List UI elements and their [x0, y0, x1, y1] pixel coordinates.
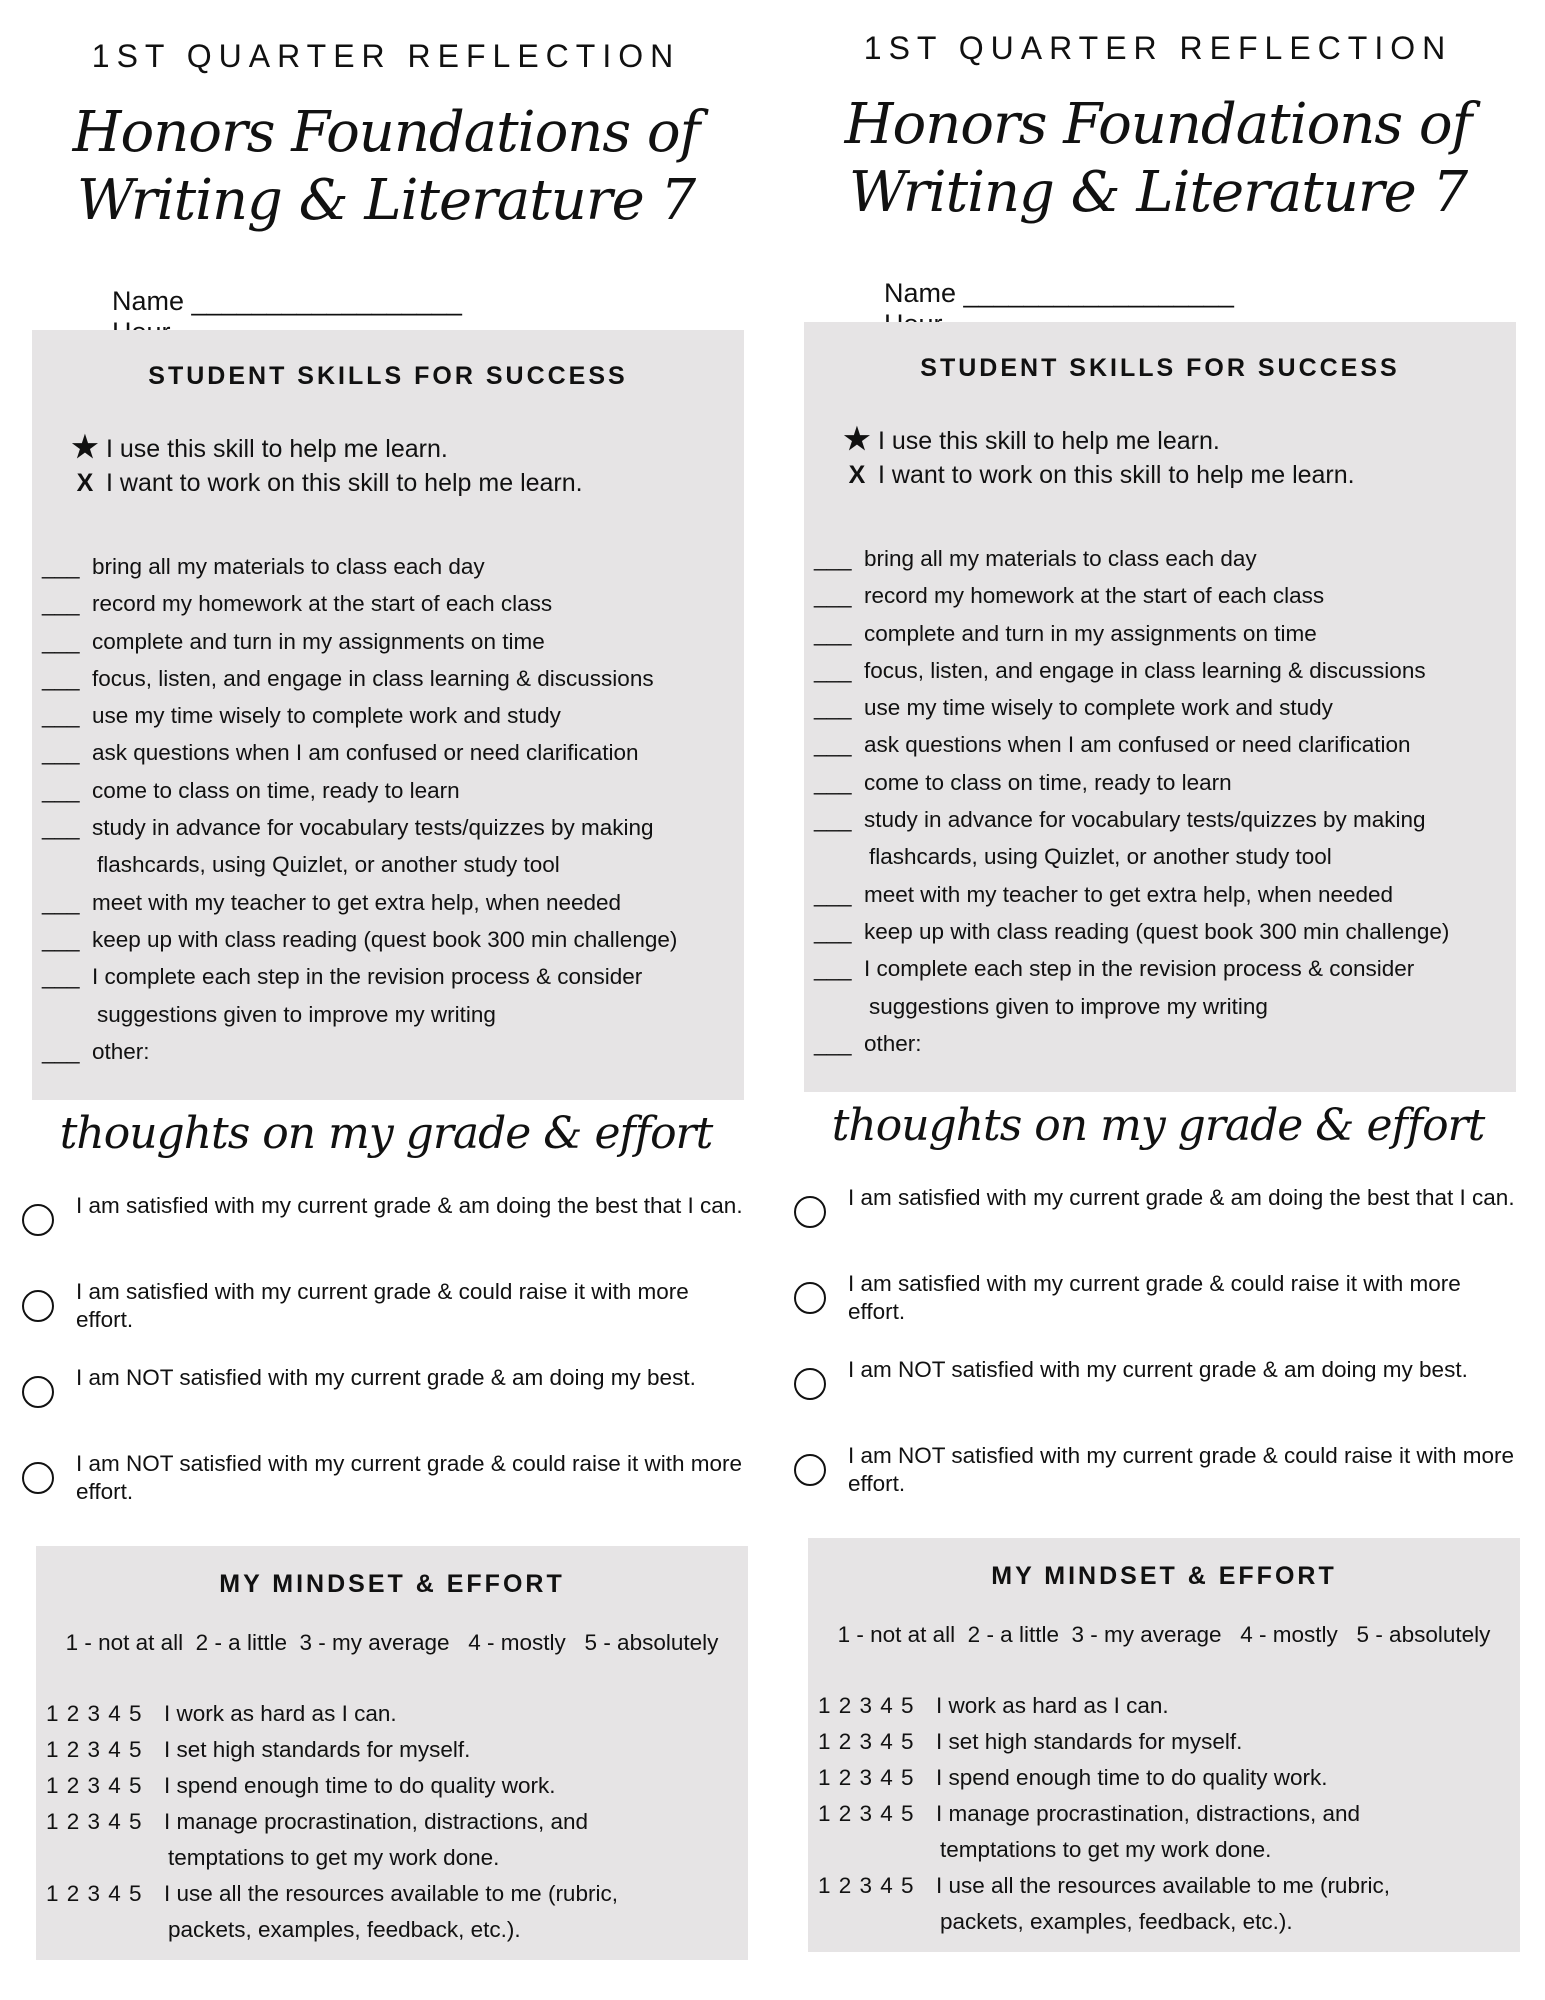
skill-blank[interactable]: ___: [814, 769, 852, 795]
skill-blank[interactable]: ___: [42, 665, 80, 691]
skill-text: ask questions when I am confused or need clarification: [864, 732, 1411, 758]
course-title-line-2: Writing & Literature 7: [848, 160, 1468, 225]
mindset-item: [818, 1724, 1518, 1760]
mindset-title: MY MINDSET & EFFORT: [991, 1562, 1337, 1590]
mindset-text: I manage procrastination, distractions, and: [936, 1801, 1360, 1826]
skill-blank[interactable]: ___: [814, 918, 852, 944]
skill-item: [42, 884, 742, 921]
grade-option[interactable]: [22, 1192, 752, 1220]
skill-item: [42, 958, 742, 1033]
grade-option-text: I am NOT satisfied with my current grade & could raise it with more effort.: [848, 1443, 1515, 1496]
mindset-item: [46, 1768, 746, 1804]
course-title-line-1: Honors Foundations of: [844, 92, 1472, 157]
skill-item: [42, 623, 742, 660]
mindset-text: I use all the resources available to me (rubric,: [936, 1873, 1390, 1898]
grade-option-text: I am NOT satisfied with my current grade & could raise it with more effort.: [76, 1451, 743, 1504]
legend-star-text: I use this skill to help me learn.: [106, 435, 448, 463]
skill-text: use my time wisely to complete work and study: [92, 703, 561, 729]
skill-text: ask questions when I am confused or need clarification: [92, 740, 639, 766]
skill-blank[interactable]: ___: [814, 583, 852, 609]
rating-numbers[interactable]: 1 2 3 4 5: [818, 1801, 915, 1826]
legend-x-row: [70, 469, 583, 498]
rating-numbers[interactable]: 1 2 3 4 5: [46, 1701, 143, 1726]
radio-circle-icon[interactable]: [22, 1204, 54, 1236]
legend-star-text: I use this skill to help me learn.: [878, 427, 1220, 455]
mindset-text: I work as hard as I can.: [936, 1693, 1169, 1718]
skills-checklist: [42, 548, 742, 1070]
skill-item: [814, 876, 1514, 913]
name-field[interactable]: Name __________________: [112, 286, 462, 316]
mindset-text: I set high standards for myself.: [164, 1737, 471, 1762]
skill-item: [42, 548, 742, 585]
rating-scale-key: 1 - not at all 2 - a little 3 - my average 4 - mostly 5 - absolutely: [837, 1622, 1491, 1647]
rating-scale-key: 1 - not at all 2 - a little 3 - my average 4 - mostly 5 - absolutely: [65, 1630, 719, 1655]
skill-text: meet with my teacher to get extra help, when needed: [92, 889, 622, 915]
mindset-item: [46, 1876, 746, 1948]
skill-item: [814, 764, 1514, 801]
mindset-text: I spend enough time to do quality work.: [936, 1765, 1328, 1790]
skill-item: [42, 921, 742, 958]
skill-text: come to class on time, ready to learn: [92, 777, 460, 803]
course-title-line-1: Honors Foundations of: [72, 100, 700, 165]
skill-item: [814, 950, 1514, 1025]
radio-circle-icon[interactable]: [22, 1290, 54, 1322]
skill-text: use my time wisely to complete work and study: [864, 695, 1333, 721]
radio-circle-icon[interactable]: [22, 1462, 54, 1494]
skills-checklist: [814, 540, 1514, 1062]
skill-text-continued: flashcards, using Quizlet, or another study tool: [97, 852, 560, 878]
rating-numbers[interactable]: 1 2 3 4 5: [46, 1881, 143, 1906]
skill-blank[interactable]: ___: [42, 1038, 80, 1064]
mindset-item: [818, 1868, 1518, 1940]
skill-item: [814, 1025, 1514, 1062]
skill-item: [814, 726, 1514, 763]
skill-text: keep up with class reading (quest book 300 min challenge): [92, 926, 678, 952]
mindset-ratings: [46, 1696, 746, 1948]
mindset-item: [818, 1760, 1518, 1796]
rating-numbers[interactable]: 1 2 3 4 5: [818, 1765, 915, 1790]
skill-item: [42, 697, 742, 734]
skills-panel: [32, 330, 744, 1100]
skill-text: keep up with class reading (quest book 300 min challenge): [864, 918, 1450, 944]
mindset-text: I use all the resources available to me (rubric,: [164, 1881, 618, 1906]
radio-circle-icon[interactable]: [794, 1196, 826, 1228]
skill-blank[interactable]: ___: [814, 657, 852, 683]
skill-text: focus, listen, and engage in class learning & discussions: [92, 665, 654, 691]
skills-title: STUDENT SKILLS FOR SUCCESS: [920, 354, 1400, 382]
mindset-text: I set high standards for myself.: [936, 1729, 1243, 1754]
skill-item: [814, 577, 1514, 614]
mindset-item: [818, 1796, 1518, 1868]
grade-option-text: I am satisfied with my current grade & am doing the best that I can.: [848, 1185, 1515, 1210]
skill-text: other:: [864, 1030, 922, 1056]
skill-text: complete and turn in my assignments on time: [864, 620, 1317, 646]
mindset-text: I work as hard as I can.: [164, 1701, 397, 1726]
grade-option[interactable]: [22, 1278, 752, 1334]
mindset-text-continued: temptations to get my work done.: [168, 1845, 500, 1870]
skill-text: come to class on time, ready to learn: [864, 769, 1232, 795]
mindset-text-continued: packets, examples, feedback, etc.).: [168, 1917, 521, 1942]
skill-text: complete and turn in my assignments on time: [92, 628, 545, 654]
grade-option-text: I am NOT satisfied with my current grade & am doing my best.: [848, 1357, 1468, 1382]
skill-blank[interactable]: ___: [42, 889, 80, 915]
mindset-item: [46, 1732, 746, 1768]
grade-option-text: I am satisfied with my current grade & could raise it with more effort.: [848, 1271, 1461, 1324]
skill-item: [42, 734, 742, 771]
quarter-heading: 1ST QUARTER REFLECTION: [863, 30, 1453, 66]
star-icon: ★: [71, 431, 99, 464]
legend-x-text: I want to work on this skill to help me learn.: [106, 469, 583, 497]
skill-text: bring all my materials to class each day: [92, 554, 485, 579]
star-icon: ★: [843, 423, 871, 456]
skill-item: [814, 652, 1514, 689]
skill-blank[interactable]: ___: [814, 732, 852, 758]
rating-numbers[interactable]: 1 2 3 4 5: [46, 1809, 143, 1834]
skill-blank[interactable]: ___: [42, 964, 80, 990]
x-mark-icon: X: [848, 461, 866, 489]
skill-text: I complete each step in the revision process & consider: [864, 956, 1415, 982]
skill-blank[interactable]: ___: [814, 620, 852, 646]
skill-item: [42, 809, 742, 884]
skill-blank[interactable]: ___: [42, 628, 80, 654]
rating-numbers[interactable]: 1 2 3 4 5: [46, 1773, 143, 1798]
mindset-item: [818, 1688, 1518, 1724]
skill-blank[interactable]: ___: [814, 546, 852, 571]
grade-option[interactable]: [22, 1450, 752, 1506]
thoughts-heading: thoughts on my grade & effort: [59, 1108, 713, 1159]
skill-blank[interactable]: ___: [814, 807, 852, 833]
mindset-text-continued: packets, examples, feedback, etc.).: [940, 1909, 1293, 1934]
mindset-item: [46, 1804, 746, 1876]
mindset-item: [46, 1696, 746, 1732]
skill-item: [814, 689, 1514, 726]
legend-x-text: I want to work on this skill to help me learn.: [878, 461, 1355, 489]
grade-option[interactable]: [794, 1184, 1524, 1212]
skill-blank[interactable]: ___: [42, 815, 80, 841]
grade-option[interactable]: [794, 1356, 1524, 1384]
course-title-line-2: Writing & Literature 7: [76, 168, 696, 233]
skill-item: [814, 615, 1514, 652]
skill-text: record my homework at the start of each class: [92, 591, 553, 617]
skill-text: study in advance for vocabulary tests/quizzes by making: [864, 807, 1426, 833]
skill-text: record my homework at the start of each class: [864, 583, 1325, 609]
grade-option[interactable]: [794, 1270, 1524, 1326]
rating-numbers[interactable]: 1 2 3 4 5: [818, 1729, 915, 1754]
radio-circle-icon[interactable]: [22, 1376, 54, 1408]
skill-blank[interactable]: ___: [42, 591, 80, 617]
skill-item: [42, 1033, 742, 1070]
mindset-panel: [808, 1538, 1520, 1952]
skill-item: [42, 585, 742, 622]
skill-blank[interactable]: ___: [42, 777, 80, 803]
mindset-title: MY MINDSET & EFFORT: [219, 1570, 565, 1598]
mindset-panel: [36, 1546, 748, 1960]
rating-numbers[interactable]: 1 2 3 4 5: [818, 1873, 915, 1898]
reflection-sheet-left: [0, 0, 772, 2000]
skill-item: [814, 540, 1514, 577]
radio-circle-icon[interactable]: [794, 1454, 826, 1486]
mindset-text: I spend enough time to do quality work.: [164, 1773, 556, 1798]
name-field[interactable]: Name __________________: [884, 278, 1234, 308]
skill-text: bring all my materials to class each day: [864, 546, 1257, 571]
legend-x-row: [842, 461, 1355, 490]
skill-item: [814, 913, 1514, 950]
skill-text: other:: [92, 1038, 150, 1064]
thoughts-heading: thoughts on my grade & effort: [831, 1100, 1485, 1151]
skill-item: [42, 772, 742, 809]
radio-circle-icon[interactable]: [794, 1368, 826, 1400]
skill-text-continued: flashcards, using Quizlet, or another study tool: [869, 844, 1332, 870]
rating-numbers[interactable]: 1 2 3 4 5: [46, 1737, 143, 1762]
radio-circle-icon[interactable]: [794, 1282, 826, 1314]
skill-blank[interactable]: ___: [42, 740, 80, 766]
skill-blank[interactable]: ___: [42, 926, 80, 952]
x-mark-icon: X: [76, 469, 94, 497]
rating-numbers[interactable]: 1 2 3 4 5: [818, 1693, 915, 1718]
skill-blank[interactable]: ___: [814, 695, 852, 721]
legend-star-row: [70, 430, 448, 465]
quarter-heading: 1ST QUARTER REFLECTION: [91, 38, 681, 74]
skill-blank[interactable]: ___: [42, 703, 80, 729]
skill-text: focus, listen, and engage in class learning & discussions: [864, 657, 1426, 683]
skill-text-continued: suggestions given to improve my writing: [97, 1001, 496, 1027]
skill-text: meet with my teacher to get extra help, when needed: [864, 881, 1394, 907]
skill-item: [814, 801, 1514, 876]
skill-text-continued: suggestions given to improve my writing: [869, 993, 1268, 1019]
grade-option-text: I am satisfied with my current grade & am doing the best that I can.: [76, 1193, 743, 1218]
skill-blank[interactable]: ___: [814, 1030, 852, 1056]
skills-title: STUDENT SKILLS FOR SUCCESS: [148, 362, 628, 390]
skill-text: study in advance for vocabulary tests/quizzes by making: [92, 815, 654, 841]
legend-star-row: [842, 422, 1220, 457]
grade-option[interactable]: [22, 1364, 752, 1392]
skill-blank[interactable]: ___: [814, 956, 852, 982]
skill-item: [42, 660, 742, 697]
grade-option-text: I am satisfied with my current grade & could raise it with more effort.: [76, 1279, 689, 1332]
grade-option-text: I am NOT satisfied with my current grade & am doing my best.: [76, 1365, 696, 1390]
mindset-text-continued: temptations to get my work done.: [940, 1837, 1272, 1862]
skill-blank[interactable]: ___: [814, 881, 852, 907]
reflection-sheet-right: [772, 0, 1544, 2000]
grade-option[interactable]: [794, 1442, 1524, 1498]
skill-blank[interactable]: ___: [42, 554, 80, 579]
mindset-text: I manage procrastination, distractions, and: [164, 1809, 588, 1834]
skill-text: I complete each step in the revision process & consider: [92, 964, 643, 990]
mindset-ratings: [818, 1688, 1518, 1940]
skills-panel: [804, 322, 1516, 1092]
